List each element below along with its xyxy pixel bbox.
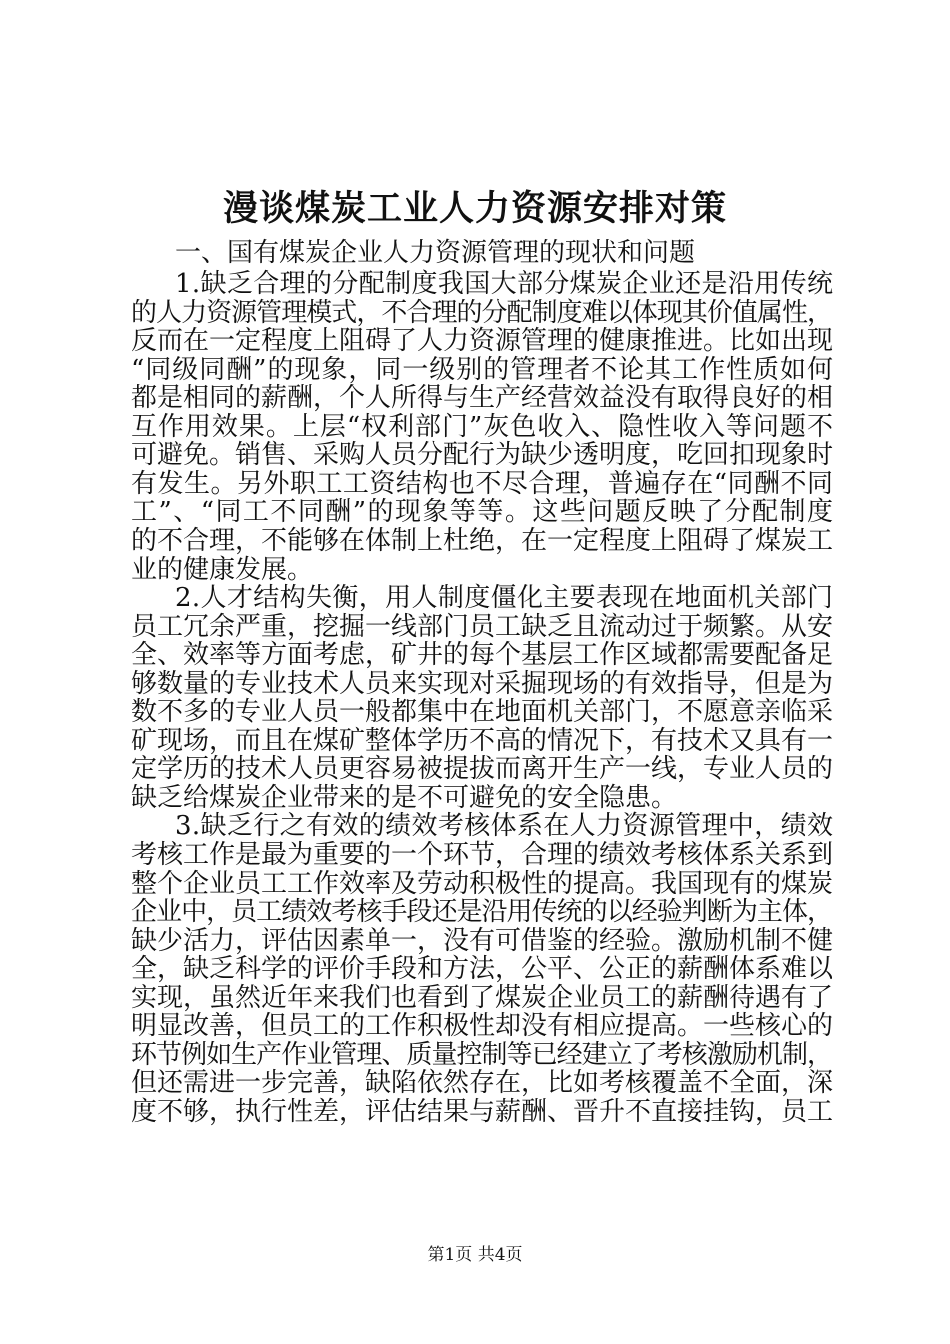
body-line: 互作用效果。上层“权利部门”灰色收入、隐性收入等问题不 (131, 411, 834, 442)
body-line: 矿现场，而且在煤矿整体学历不高的情况下，有技术又具有一 (131, 725, 833, 756)
body-line: 的不合理，不能够在体制上杜绝，在一定程度上阻碍了煤炭工 (131, 525, 833, 556)
body-line: 全，缺乏科学的评价手段和方法，公平、公正的薪酬体系难以 (131, 954, 833, 985)
body-line: 的人力资源管理模式，不合理的分配制度难以体现其价值属性， (131, 297, 833, 328)
page-footer: 第1页 共4页 (427, 1245, 523, 1265)
body-line: 都是相同的薪酬，个人所得与生产经营效益没有取得良好的相 (131, 383, 833, 414)
body-line: 明显改善，但员工的工作积极性却没有相应提高。一些核心的 (131, 1011, 833, 1042)
body-line: 定学历的技术人员更容易被提拔而离开生产一线，专业人员的 (131, 754, 833, 785)
body-line: “同级同酬”的现象，同一级别的管理者不论其工作性质如何 (131, 354, 834, 385)
body-line: 缺乏给煤炭企业带来的是不可避免的安全隐患。 (131, 782, 678, 813)
body-line: 员工冗余严重，挖掘一线部门员工缺乏且流动过于频繁。从安 (131, 611, 833, 642)
body-line: 环节例如生产作业管理、质量控制等已经建立了考核激励机制， (131, 1039, 833, 1070)
body-line: 企业中，员工绩效考核手段还是沿用传统的以经验判断为主体， (131, 897, 833, 928)
body-line: 1.缺乏合理的分配制度我国大部分煤炭企业还是沿用传统 (175, 269, 834, 299)
body-line: 考核工作是最为重要的一个环节，合理的绩效考核体系关系到 (131, 840, 833, 870)
body-line: 业的健康发展。 (131, 554, 314, 585)
body-line: 2.人才结构失衡，用人制度僵化主要表现在地面机关部门 (175, 583, 834, 614)
document-title: 漫谈煤炭工业人力资源安排对策 (222, 188, 727, 229)
body-line: 但还需进一步完善，缺陷依然存在，比如考核覆盖不全面，深 (131, 1068, 833, 1099)
body-line: 整个企业员工工作效率及劳动积极性的提高。我国现有的煤炭 (131, 868, 833, 899)
body-line: 3.缺乏行之有效的绩效考核体系在人力资源管理中，绩效 (175, 811, 834, 842)
body-line: 实现，虽然近年来我们也看到了煤炭企业员工的薪酬待遇有了 (131, 982, 833, 1013)
body-line: 度不够，执行性差，评估结果与薪酬、晋升不直接挂钩，员工 (131, 1096, 833, 1127)
body-line: 全、效率等方面考虑，矿井的每个基层工作区域都需要配备足 (131, 640, 833, 671)
body-line: 反而在一定程度上阻碍了人力资源管理的健康推进。比如出现 (131, 326, 833, 357)
section-heading: 一、国有煤炭企业人力资源管理的现状和问题 (175, 238, 696, 268)
body-line: 够数量的专业技术人员来实现对采掘现场的有效指导，但是为 (131, 668, 833, 699)
body-line: 缺少活力，评估因素单一，没有可借鉴的经验。激励机制不健 (131, 925, 833, 956)
body-line: 有发生。另外职工工资结构也不尽合理，普遍存在“同酬不同 (131, 468, 834, 499)
body-line: 工”、“同工不同酬”的现象等等。这些问题反映了分配制度 (131, 497, 835, 528)
body-line: 数不多的专业人员一般都集中在地面机关部门，不愿意亲临采 (131, 697, 833, 728)
body-line: 可避免。销售、采购人员分配行为缺少透明度，吃回扣现象时 (131, 440, 833, 471)
